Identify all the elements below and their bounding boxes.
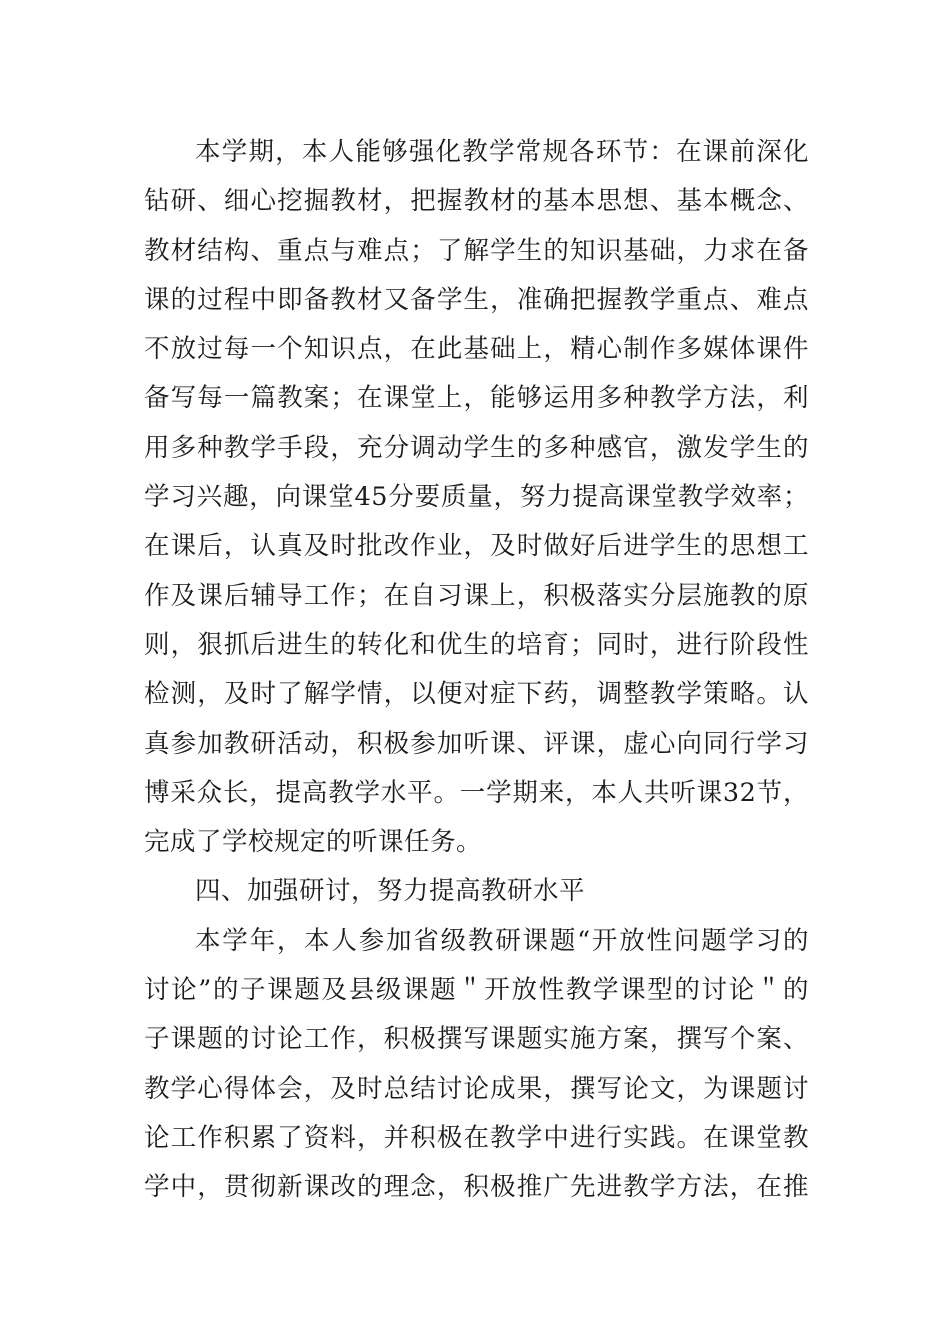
- text-line: 备写每一篇教案；在课堂上，能够运用多种教学方法，利: [144, 383, 809, 414]
- document-body: [144, 128, 809, 1213]
- text-line: 教材结构、重点与难点；了解学生的知识基础，力求在备: [144, 235, 809, 266]
- text-line: 用多种教学手段，充分调动学生的多种感官，激发学生的: [144, 432, 809, 463]
- text-line: 课的过程中即备教材又备学生，准确把握教学重点、难点: [144, 284, 809, 315]
- text-line: 讨论”的子课题及县级课题＂开放性教学课型的讨论＂的: [144, 975, 809, 1006]
- text-line: 则，狠抓后进生的转化和优生的培育；同时，进行阶段性: [144, 629, 809, 660]
- text-line: 论工作积累了资料，并积极在教学中进行实践。在课堂教: [144, 1122, 809, 1153]
- text-line: 本学年，本人参加省级教研课题“开放性问题学习的: [195, 925, 809, 956]
- text-line: 学中，贯彻新课改的理念，积极推广先进教学方法，在推: [144, 1172, 809, 1203]
- text-line: 完成了学校规定的听课任务。: [144, 827, 483, 858]
- text-line: 不放过每一个知识点，在此基础上，精心制作多媒体课件: [144, 334, 809, 365]
- text-line: 在课后，认真及时批改作业，及时做好后进学生的思想工: [144, 531, 809, 562]
- text-line: 钻研、细心挖掘教材，把握教材的基本思想、基本概念、: [144, 186, 809, 217]
- text-line: 作及课后辅导工作；在自习课上，积极落实分层施教的原: [144, 580, 809, 611]
- text-line: 检测，及时了解学情，以便对症下药，调整教学策略。认: [144, 679, 809, 710]
- text-line: 教学心得体会，及时总结讨论成果，撰写论文，为课题讨: [144, 1073, 809, 1104]
- text-line: 真参加教研活动，积极参加听课、评课，虚心向同行学习: [144, 728, 809, 759]
- section-heading: [144, 867, 809, 916]
- text-line: 博采众长，提高教学水平。一学期来，本人共听课32节，: [144, 777, 809, 808]
- heading-line: 四、加强研讨，努力提高教研水平: [195, 876, 586, 907]
- paragraph-teaching-routine: [144, 128, 809, 867]
- paragraph-research: [144, 917, 809, 1213]
- text-line: 子课题的讨论工作，积极撰写课题实施方案，撰写个案、: [144, 1024, 809, 1055]
- text-line: 本学期，本人能够强化教学常规各环节：在课前深化: [195, 137, 809, 167]
- text-line: 学习兴趣，向课堂45分要质量，努力提高课堂教学效率；: [144, 482, 809, 513]
